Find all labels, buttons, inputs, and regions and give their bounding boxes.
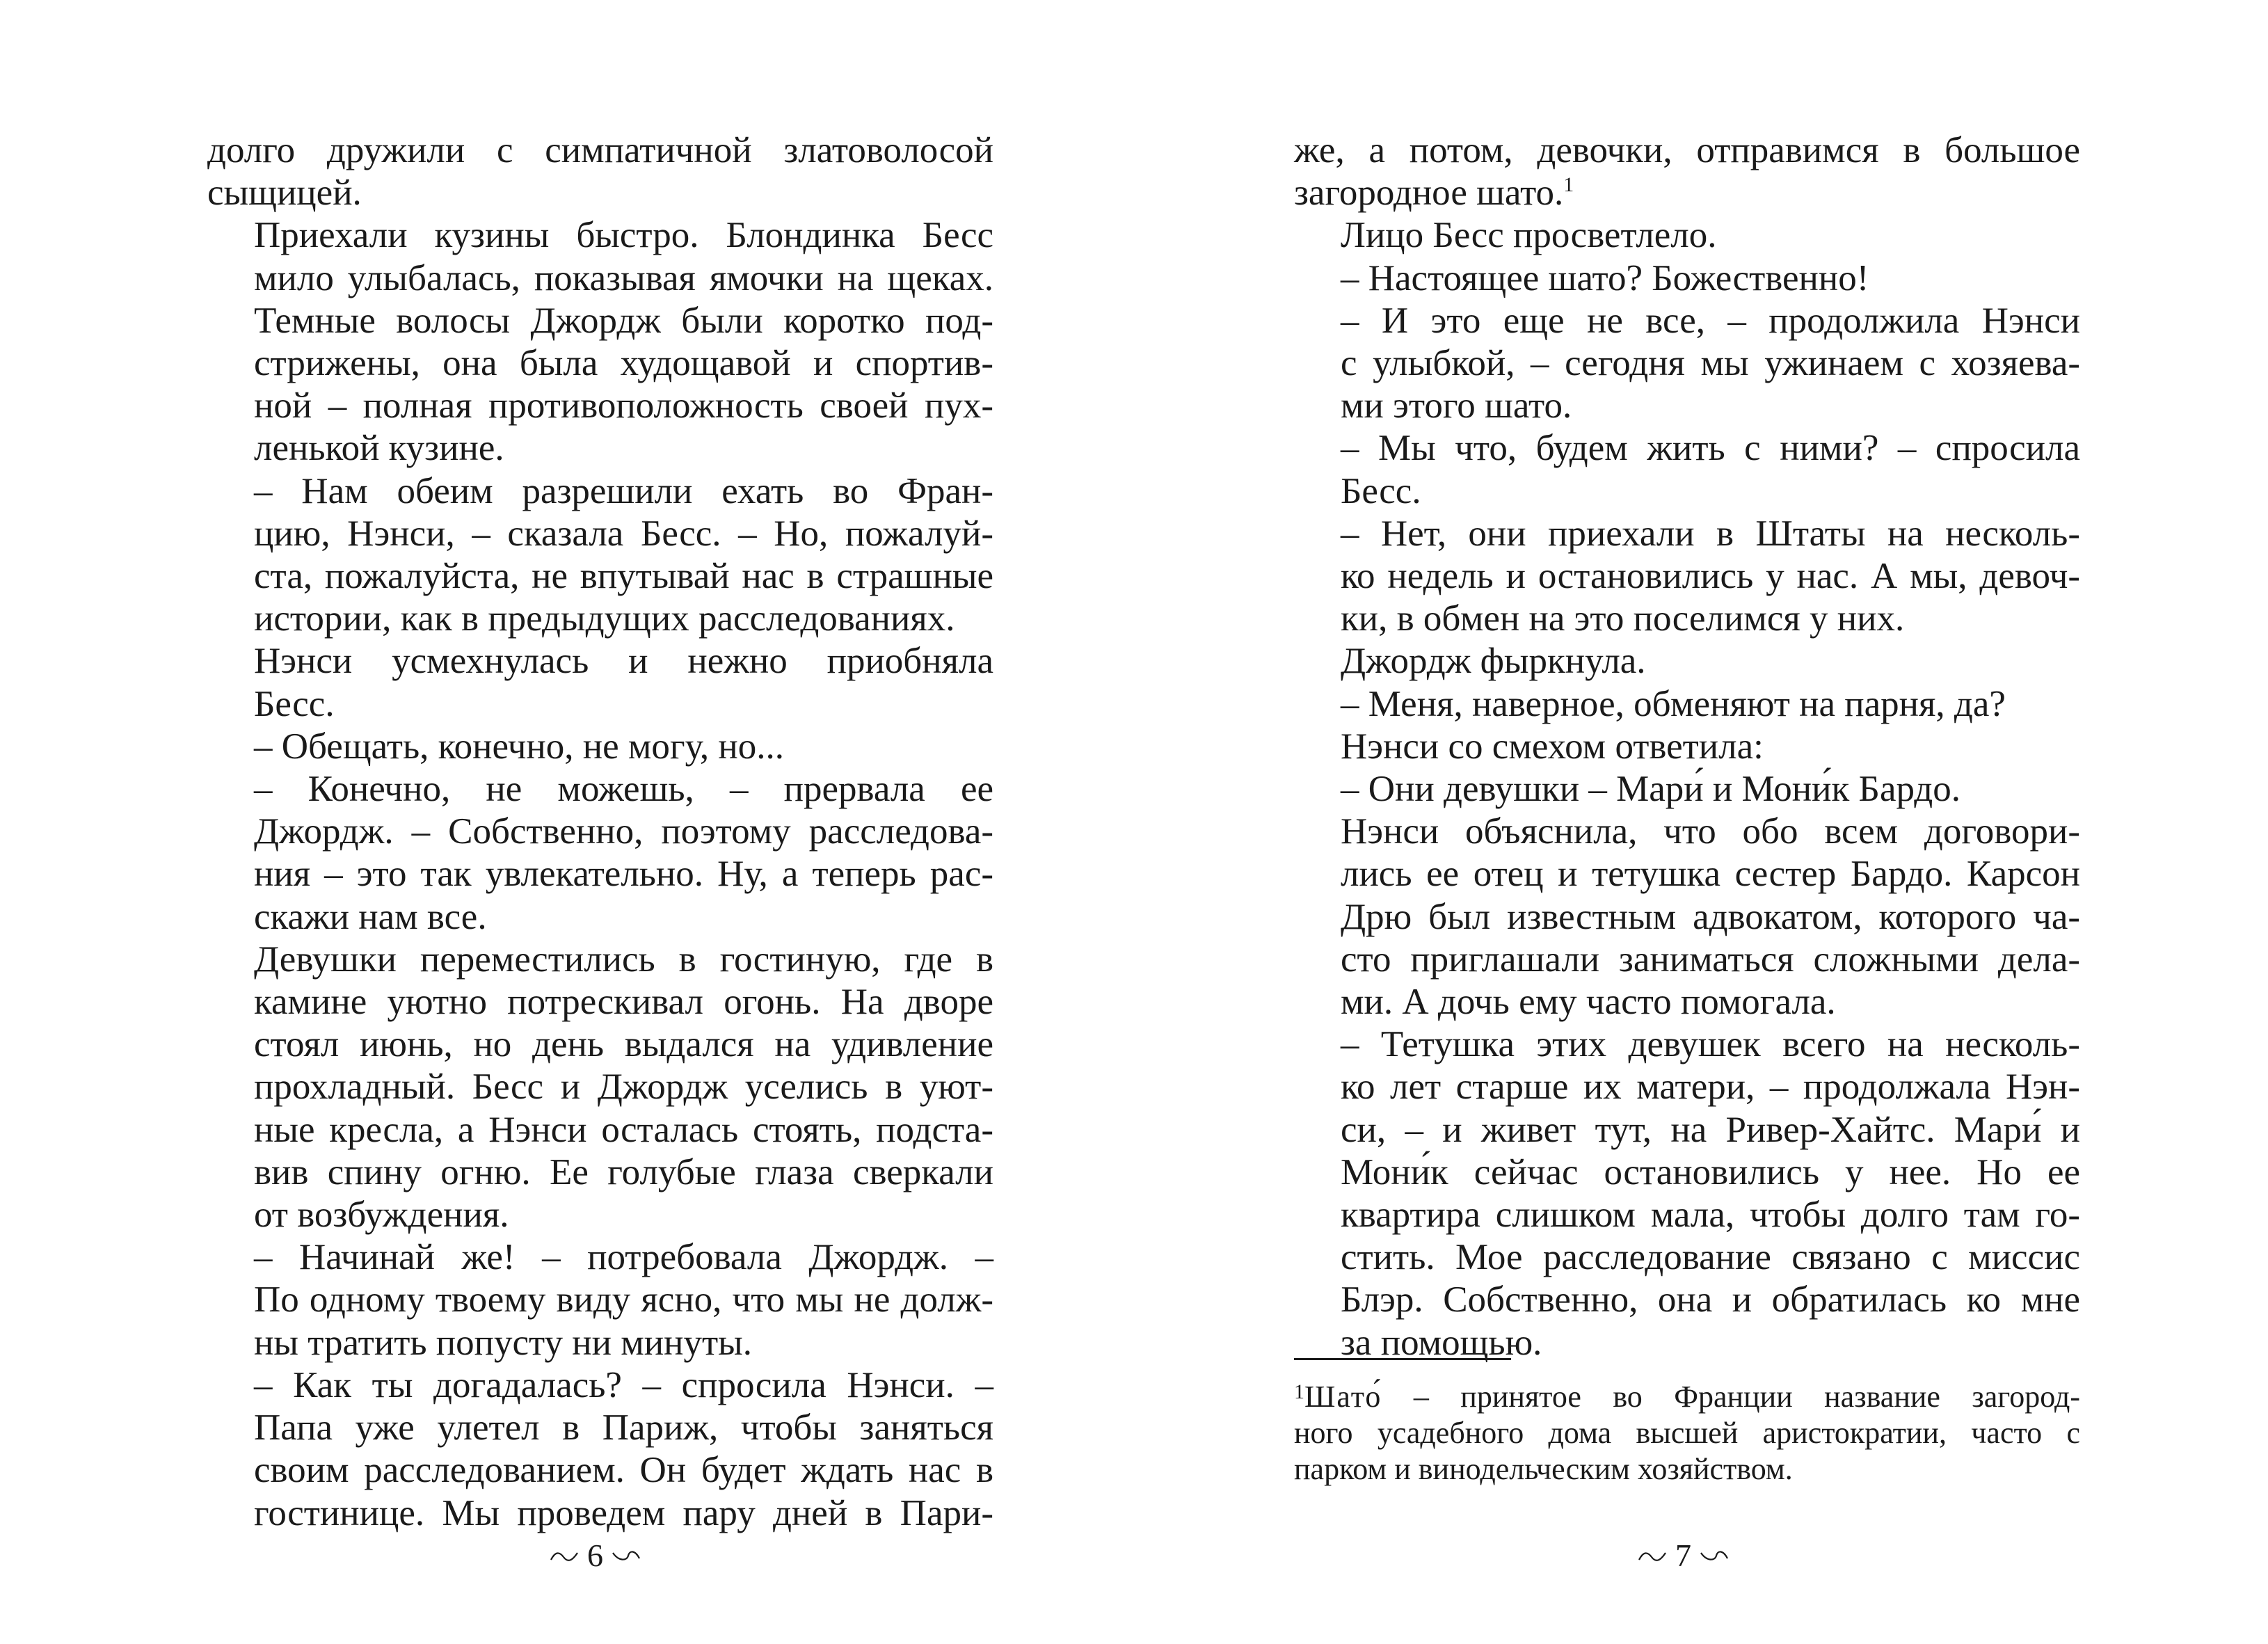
ornament-right-icon [1698, 1547, 1729, 1564]
text-line: стоял июнь, но день выдался на удивление [254, 1024, 993, 1065]
text-line: – Конечно, не можешь, – прервала ее [254, 769, 993, 810]
text-line: Нэнси объяснила, что обо всем договори- [1341, 811, 2080, 852]
footnote-reference[interactable]: 1 [1563, 173, 1574, 197]
text-line: – Настоящее шато? Божественно! [1341, 257, 1869, 298]
footnote-line [1294, 1379, 2080, 1415]
text-line: стрижены, она была худощавой и спортив- [254, 343, 993, 384]
right-page [1134, 0, 2268, 1644]
paragraph [1294, 300, 2080, 428]
paragraph [1294, 427, 2080, 512]
text-line: – Они девушки – Мари́ и Мони́к Бардо. [1341, 769, 1961, 810]
text-line: долго дружили с симпатичной златоволосой [207, 130, 993, 170]
text-line: Папа уже улетел в Париж, чтобы заняться [254, 1407, 993, 1449]
text-line: ко недель и остановились у нас. А мы, девоч- [1341, 556, 2080, 597]
text-line: Приехали кузины быстро. Блондинка Бесс [254, 215, 993, 256]
text-line: ми. А дочь ему часто помогала. [1341, 982, 1836, 1023]
text-line: гостинице. Мы проведем пару дней в Пари- [254, 1492, 993, 1533]
text-line: вив спину огню. Ее голубые глаза сверкали [254, 1151, 993, 1192]
paragraph [1294, 811, 2080, 1023]
text-line: – И это еще не все, – продолжила Нэнси [1341, 300, 2080, 341]
text-line: от возбуждения. [254, 1195, 509, 1236]
text-line: Блэр. Собственно, она и обратилась ко мне [1341, 1279, 2080, 1320]
text-line: скажи нам все. [254, 896, 487, 937]
paragraph [207, 129, 993, 214]
text-line: ста, пожалуйста, не впутывай нас в страшные [254, 556, 993, 597]
footnote [1294, 1379, 2080, 1487]
text-line: сто приглашали заниматься сложными дела- [1341, 939, 2080, 980]
paragraph [1294, 640, 2080, 683]
footnote-term: Шато́ [1304, 1380, 1382, 1414]
text-line: ленькой кузине. [254, 428, 504, 469]
text-line: ко лет старше их матери, – продолжала Нэн- [1341, 1067, 2080, 1108]
text-line: ми этого шато. [1341, 385, 1572, 426]
text-line: Бесс. [254, 683, 335, 724]
paragraph [1294, 683, 2080, 726]
page-number-text: 7 [1675, 1538, 1691, 1573]
text-line: лись ее отец и тетушка сестер Бардо. Карсон [1341, 854, 2080, 895]
text-line: же, а потом, девочки, отправимся в большое [1294, 130, 2080, 170]
footnote-marker: 1 [1294, 1380, 1304, 1403]
page-number [550, 1536, 641, 1575]
text-line: Темные волосы Джордж были коротко под- [254, 300, 993, 341]
text-line: истории, как в предыдущих расследованиях. [254, 598, 955, 639]
text-line: камине уютно потрескивал огонь. На дворе [254, 982, 993, 1023]
paragraph [1294, 257, 2080, 300]
paragraph [1294, 129, 2080, 214]
text-line: ния – это так увлекательно. Ну, а теперь рас- [254, 854, 993, 895]
left-page-body [207, 129, 993, 1535]
text-line: – Меня, наверное, обменяют на парня, да? [1341, 683, 2006, 724]
paragraph [1294, 513, 2080, 641]
footnote-line: парком и винодельческим хозяйством. [1294, 1452, 1793, 1486]
text-line: стить. Мое расследование связано с миссис [1341, 1237, 2080, 1278]
paragraph [207, 214, 993, 470]
text-line: Джордж. – Собственно, поэтому расследова- [254, 811, 993, 852]
ornament-right-icon [610, 1547, 641, 1564]
right-page-body [1294, 129, 2080, 1364]
footnote-text: – принятое во Франции название загород- [1382, 1380, 2080, 1414]
text-line: – Мы что, будем жить с ними? – спросила [1341, 428, 2080, 469]
text-line [1294, 172, 2080, 214]
text-line: – Нет, они приехали в Штаты на несколь- [1341, 513, 2080, 554]
text-line: ны тратить попусту ни минуты. [254, 1322, 753, 1363]
ornament-left-icon [550, 1547, 580, 1564]
text-line: Бесс. [1341, 470, 1421, 511]
text-line: за помощью. [1341, 1322, 1542, 1363]
paragraph [207, 726, 993, 768]
text-line: – Тетушка этих девушек всего на несколь- [1341, 1024, 2080, 1065]
text-line: сыщицей. [207, 173, 362, 214]
paragraph [207, 939, 993, 1236]
paragraph [1294, 768, 2080, 811]
footnote-divider [1294, 1358, 1511, 1360]
paragraph [207, 1236, 993, 1364]
text-fragment: загородное шато. [1294, 173, 1564, 214]
text-line: Джордж фыркнула. [1341, 641, 1646, 682]
text-line: – Как ты догадалась? – спросила Нэнси. – [254, 1364, 993, 1405]
text-line: Нэнси усмехнулась и нежно приобняла [254, 641, 993, 682]
page-number-text: 6 [587, 1538, 603, 1573]
page-number [1638, 1536, 1729, 1575]
text-line: си, – и живет тут, на Ривер-Хайтс. Мари́ и [1341, 1109, 2080, 1150]
text-line: цию, Нэнси, – сказала Бесс. – Но, пожалуй- [254, 513, 993, 554]
text-line: своим расследованием. Он будет ждать нас в [254, 1450, 993, 1491]
text-line: с улыбкой, – сегодня мы ужинаем с хозяева- [1341, 343, 2080, 384]
paragraph [207, 470, 993, 641]
text-line: Нэнси со смехом ответила: [1341, 726, 1764, 767]
text-line: квартира слишком мала, чтобы долго там го- [1341, 1195, 2080, 1236]
text-line: Мони́к сейчас остановились у нее. Но ее [1341, 1151, 2080, 1192]
paragraph [207, 640, 993, 725]
ornament-left-icon [1638, 1547, 1668, 1564]
text-line: ки, в обмен на это поселимся у них. [1341, 598, 1905, 639]
text-line: – Начинай же! – потребовала Джордж. – [254, 1237, 993, 1278]
paragraph [1294, 726, 2080, 768]
text-line: По одному твоему виду ясно, что мы не долж- [254, 1279, 993, 1320]
text-line: ные кресла, а Нэнси осталась стоять, подста- [254, 1109, 993, 1150]
footnote-line: ного усадебного дома высшей аристократии, часто с [1294, 1416, 2080, 1450]
text-line: Лицо Бесс просветлело. [1341, 215, 1717, 256]
text-line: – Нам обеим разрешили ехать во Фран- [254, 470, 993, 511]
text-line: мило улыбалась, показывая ямочки на щеках. [254, 257, 993, 298]
text-line: Дрю был известным адвокатом, которого ча- [1341, 896, 2080, 937]
text-line: ной – полная противоположность своей пух- [254, 385, 993, 426]
paragraph [1294, 1023, 2080, 1364]
text-line: прохладный. Бесс и Джордж уселись в уют- [254, 1067, 993, 1108]
paragraph [207, 1364, 993, 1535]
paragraph [1294, 214, 2080, 257]
paragraph [207, 768, 993, 939]
text-line: Девушки переместились в гостиную, где в [254, 939, 993, 980]
text-line: – Обещать, конечно, не могу, но... [254, 726, 784, 767]
